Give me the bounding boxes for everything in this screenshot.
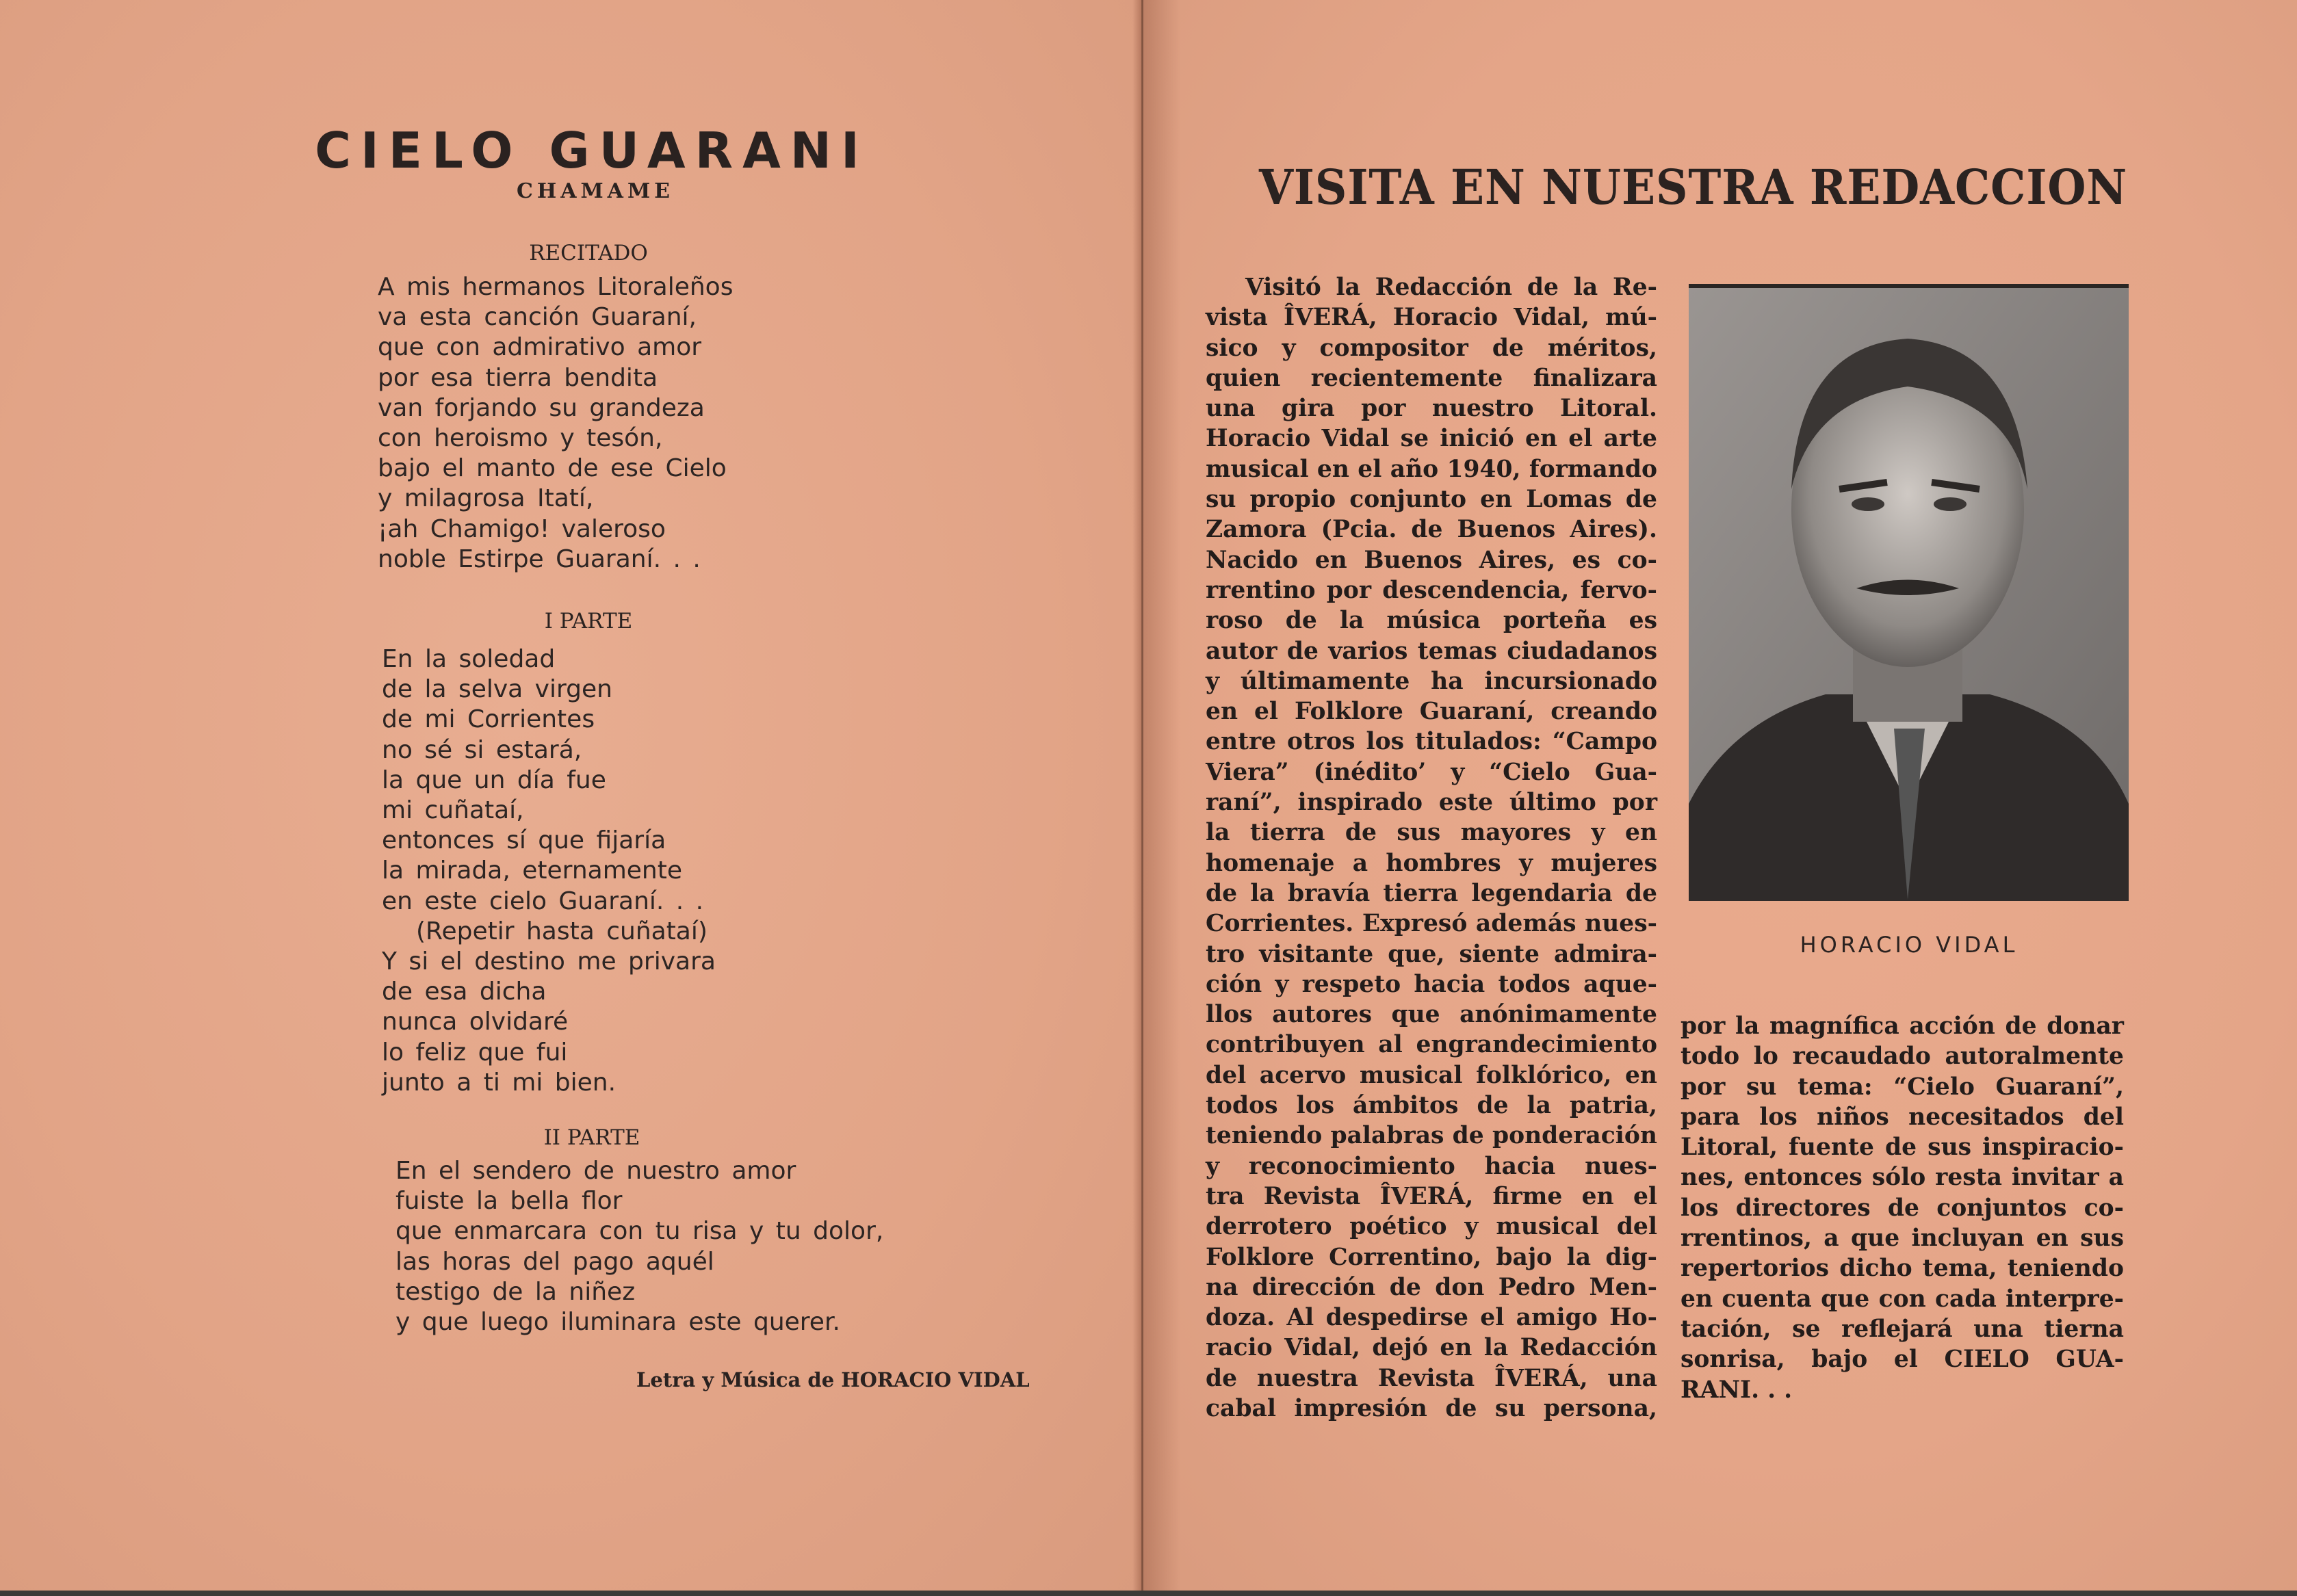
text-line: noble Estirpe Guaraní. . . bbox=[378, 545, 701, 573]
text-line: Litoral, fuente de sus inspiracio- bbox=[1680, 1134, 2124, 1162]
text-line: nes, entonces sólo resta invitar a bbox=[1680, 1164, 2124, 1192]
text-line: teniendo palabras de ponderación bbox=[1206, 1122, 1657, 1150]
left-page bbox=[0, 0, 1141, 1591]
text-line: no sé si estará, bbox=[382, 735, 582, 764]
text-line: vista ÎVERÁ, Horacio Vidal, mú- bbox=[1206, 304, 1657, 332]
text-line: ¡ah Chamigo! valeroso bbox=[378, 514, 666, 543]
text-line: y últimamente ha incursionado bbox=[1206, 667, 1657, 695]
text-line: de esa dicha bbox=[382, 978, 547, 1006]
photo-caption: HORACIO VIDAL bbox=[1800, 932, 2019, 958]
text-line: y reconocimiento hacia nues- bbox=[1206, 1152, 1657, 1180]
text-line: llos autores que anónimamente bbox=[1206, 1001, 1657, 1029]
text-line: los directores de conjuntos co- bbox=[1680, 1194, 2124, 1222]
text-line: quien recientemente finalizara bbox=[1206, 364, 1657, 392]
text-line: va esta canción Guaraní, bbox=[378, 303, 697, 332]
text-line: Zamora (Pcia. de Buenos Aires). bbox=[1206, 516, 1657, 544]
text-line: que enmarcara con tu risa y tu dolor, bbox=[395, 1217, 884, 1246]
text-line: Folklore Correntino, bajo la dig- bbox=[1206, 1243, 1657, 1271]
text-line: sico y compositor de méritos, bbox=[1206, 334, 1657, 362]
section-heading-i-parte: I PARTE bbox=[544, 609, 633, 633]
text-line: de la selva virgen bbox=[382, 675, 612, 704]
text-line: lo feliz que fui bbox=[382, 1038, 568, 1067]
text-line: contribuyen al engrandecimiento bbox=[1206, 1031, 1657, 1059]
text-line: de la bravía tierra legendaria de bbox=[1206, 879, 1657, 907]
verse-recitado bbox=[378, 272, 733, 575]
text-line: de nuestra Revista ÎVERÁ, una bbox=[1206, 1364, 1657, 1392]
text-line: por esa tierra bendita bbox=[378, 363, 658, 392]
text-line: autor de varios temas ciudadanos bbox=[1206, 637, 1657, 665]
section-heading-ii-parte: II PARTE bbox=[543, 1125, 640, 1150]
poem-subtitle: CHAMAME bbox=[516, 179, 675, 203]
text-line: van forjando su grandeza bbox=[378, 393, 705, 422]
text-line: junto a ti mi bien. bbox=[382, 1068, 617, 1097]
text-line: (Repetir hasta cuñataí) bbox=[416, 917, 708, 945]
text-line: que con admirativo amor bbox=[378, 333, 702, 362]
text-line: Viera” (inédito’ y “Cielo Gua- bbox=[1206, 758, 1657, 786]
text-line: por la magnífica acción de donar bbox=[1680, 1012, 2124, 1040]
text-line: rrentinos, a que incluyan en sus bbox=[1680, 1225, 2124, 1253]
text-line: en cuenta que con cada interpre- bbox=[1680, 1285, 2124, 1313]
poem-title: CIELO GUARANI bbox=[315, 122, 869, 179]
text-line: ción y respeto hacia todos aque- bbox=[1206, 970, 1657, 998]
text-line: y milagrosa Itatí, bbox=[378, 484, 594, 513]
poem-credit: Letra y Música de HORACIO VIDAL bbox=[636, 1368, 1030, 1391]
text-line: derrotero poético y musical del bbox=[1206, 1213, 1657, 1241]
text-line: raní”, inspirado este último por bbox=[1206, 789, 1657, 817]
text-line: Horacio Vidal se inició en el arte bbox=[1206, 425, 1657, 453]
text-line: musical en el año 1940, formando bbox=[1206, 455, 1657, 483]
text-line: Nacido en Buenos Aires, es co- bbox=[1206, 546, 1657, 574]
text-line: la que un día fue bbox=[382, 766, 606, 794]
text-line: Y si el destino me privara bbox=[382, 947, 716, 976]
text-line: racio Vidal, dejó en la Redacción bbox=[1206, 1334, 1657, 1362]
article-title: VISITA EN NUESTRA REDACCION bbox=[1259, 159, 2128, 215]
text-line: rrentino por descendencia, fervo- bbox=[1206, 576, 1657, 604]
text-line: en el Folklore Guaraní, creando bbox=[1206, 698, 1657, 726]
text-line: homenaje a hombres y mujeres bbox=[1206, 849, 1657, 877]
verse-i-parte bbox=[382, 644, 716, 1098]
text-line: sonrisa, bajo el CIELO GUA- bbox=[1680, 1346, 2124, 1374]
text-line: por su tema: “Cielo Guaraní”, bbox=[1680, 1073, 2124, 1101]
text-line: entonces sí que fijaría bbox=[382, 826, 666, 855]
text-line: tra Revista ÎVERÁ, firme en el bbox=[1206, 1182, 1657, 1210]
text-line: del acervo musical folklórico, en bbox=[1206, 1061, 1657, 1089]
text-line: tro visitante que, siente admira- bbox=[1206, 940, 1657, 968]
text-line: entre otros los titulados: “Campo bbox=[1206, 728, 1657, 756]
text-line: una gira por nuestro Litoral. bbox=[1206, 395, 1657, 423]
text-line: las horas del pago aquél bbox=[395, 1247, 714, 1276]
text-line: A mis hermanos Litoraleños bbox=[378, 273, 734, 301]
article-column-1 bbox=[1206, 272, 1657, 1424]
text-line: su propio conjunto en Lomas de bbox=[1206, 486, 1657, 514]
text-line: para los niños necesitados del bbox=[1680, 1103, 2124, 1131]
text-line: RANI. . . bbox=[1680, 1376, 1793, 1404]
text-line: bajo el manto de ese Cielo bbox=[378, 454, 727, 483]
text-line: roso de la música porteña es bbox=[1206, 607, 1657, 635]
text-line: la tierra de sus mayores y en bbox=[1206, 819, 1657, 847]
book-spine bbox=[1132, 0, 1180, 1591]
text-line: en este cielo Guaraní. . . bbox=[382, 887, 704, 915]
text-line: nunca olvidaré bbox=[382, 1008, 569, 1036]
text-line: Visitó la Redacción de la Re- bbox=[1245, 274, 1657, 301]
text-line: tación, se reflejará una tierna bbox=[1680, 1315, 2124, 1343]
text-line: doza. Al despedirse el amigo Ho- bbox=[1206, 1304, 1657, 1332]
text-line: En el sendero de nuestro amor bbox=[395, 1157, 796, 1185]
verse-ii-parte bbox=[395, 1156, 883, 1337]
text-line: todos los ámbitos de la patria, bbox=[1206, 1092, 1657, 1120]
text-line: mi cuñataí, bbox=[382, 796, 524, 825]
text-line: cabal impresión de su persona, bbox=[1206, 1394, 1657, 1422]
text-line: testigo de la niñez bbox=[395, 1277, 636, 1306]
text-line: En la soledad bbox=[382, 645, 556, 673]
text-line: con heroismo y tesón, bbox=[378, 424, 663, 453]
text-line: todo lo recaudado autoralmente bbox=[1680, 1043, 2124, 1071]
portrait-photo bbox=[1689, 284, 2129, 901]
text-line: na dirección de don Pedro Men- bbox=[1206, 1273, 1657, 1301]
text-line: y que luego iluminara este querer. bbox=[395, 1308, 840, 1337]
article-column-2 bbox=[1680, 1011, 2124, 1405]
text-line: repertorios dicho tema, teniendo bbox=[1680, 1255, 2124, 1283]
text-line: de mi Corrientes bbox=[382, 705, 595, 734]
text-line: la mirada, eternamente bbox=[382, 856, 682, 885]
section-heading-recitado: RECITADO bbox=[529, 241, 648, 265]
text-line: Corrientes. Expresó además nues- bbox=[1206, 910, 1657, 938]
text-line: fuiste la bella flor bbox=[395, 1187, 623, 1216]
